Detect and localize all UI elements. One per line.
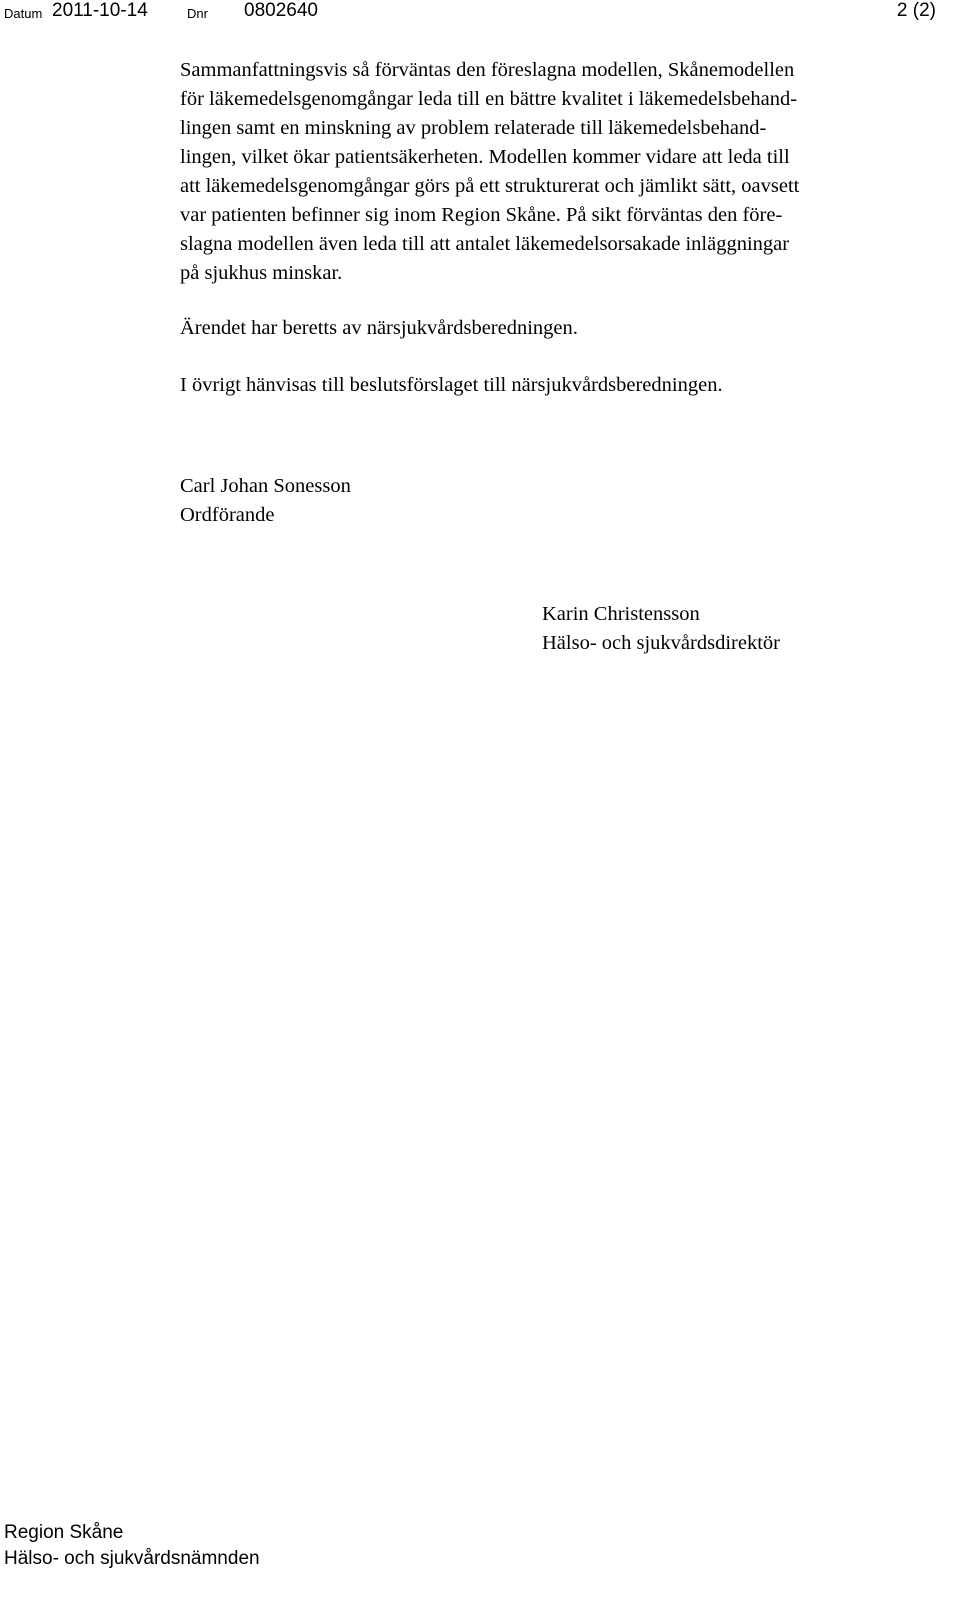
ovrigt-paragraph xyxy=(180,371,940,400)
main-paragraph xyxy=(180,56,940,288)
arendet-paragraph xyxy=(180,314,940,343)
datum-label: Datum xyxy=(4,6,43,21)
paragraph-line: var patienten befinner sig inom Region Skåne. På sikt förväntas den före- xyxy=(180,204,783,226)
page-footer xyxy=(4,1520,260,1572)
document-date: 2011-10-14 xyxy=(52,0,148,21)
paragraph-line: att läkemedelsgenomgångar görs på ett strukturerat och jämlikt sätt, oavsett xyxy=(180,175,800,197)
paragraph-line: på sjukhus minskar. xyxy=(180,262,343,284)
signatory-title: Ordförande xyxy=(180,504,275,526)
arendet-text: Ärendet har beretts av närsjukvårdsberedningen. xyxy=(180,317,578,339)
signature-director xyxy=(542,600,780,658)
signature-chair xyxy=(180,472,351,530)
page-number: 2 (2) xyxy=(896,0,936,21)
paragraph-line: lingen samt en minskning av problem relaterade till läkemedelsbehand- xyxy=(180,117,767,139)
paragraph-line: lingen, vilket ökar patientsäkerheten. Modellen kommer vidare att leda till xyxy=(180,146,790,168)
signatory-name: Carl Johan Sonesson xyxy=(180,475,351,497)
footer-unit: Hälso- och sjukvårdsnämnden xyxy=(4,1548,260,1569)
signatory-name: Karin Christensson xyxy=(542,603,700,625)
ovrigt-text: I övrigt hänvisas till beslutsförslaget till närsjukvårdsberedningen. xyxy=(180,374,723,396)
footer-organization: Region Skåne xyxy=(4,1522,124,1543)
paragraph-line: slagna modellen även leda till att antalet läkemedelsorsakade inläggningar xyxy=(180,233,790,255)
signatory-title: Hälso- och sjukvårdsdirektör xyxy=(542,632,780,654)
paragraph-line: för läkemedelsgenomgångar leda till en bättre kvalitet i läkemedelsbehand- xyxy=(180,88,798,110)
dnr-number: 0802640 xyxy=(244,0,318,21)
page-header xyxy=(0,0,960,26)
paragraph-line: Sammanfattningsvis så förväntas den föreslagna modellen, Skånemodellen xyxy=(180,59,795,81)
dnr-label: Dnr xyxy=(187,6,208,21)
